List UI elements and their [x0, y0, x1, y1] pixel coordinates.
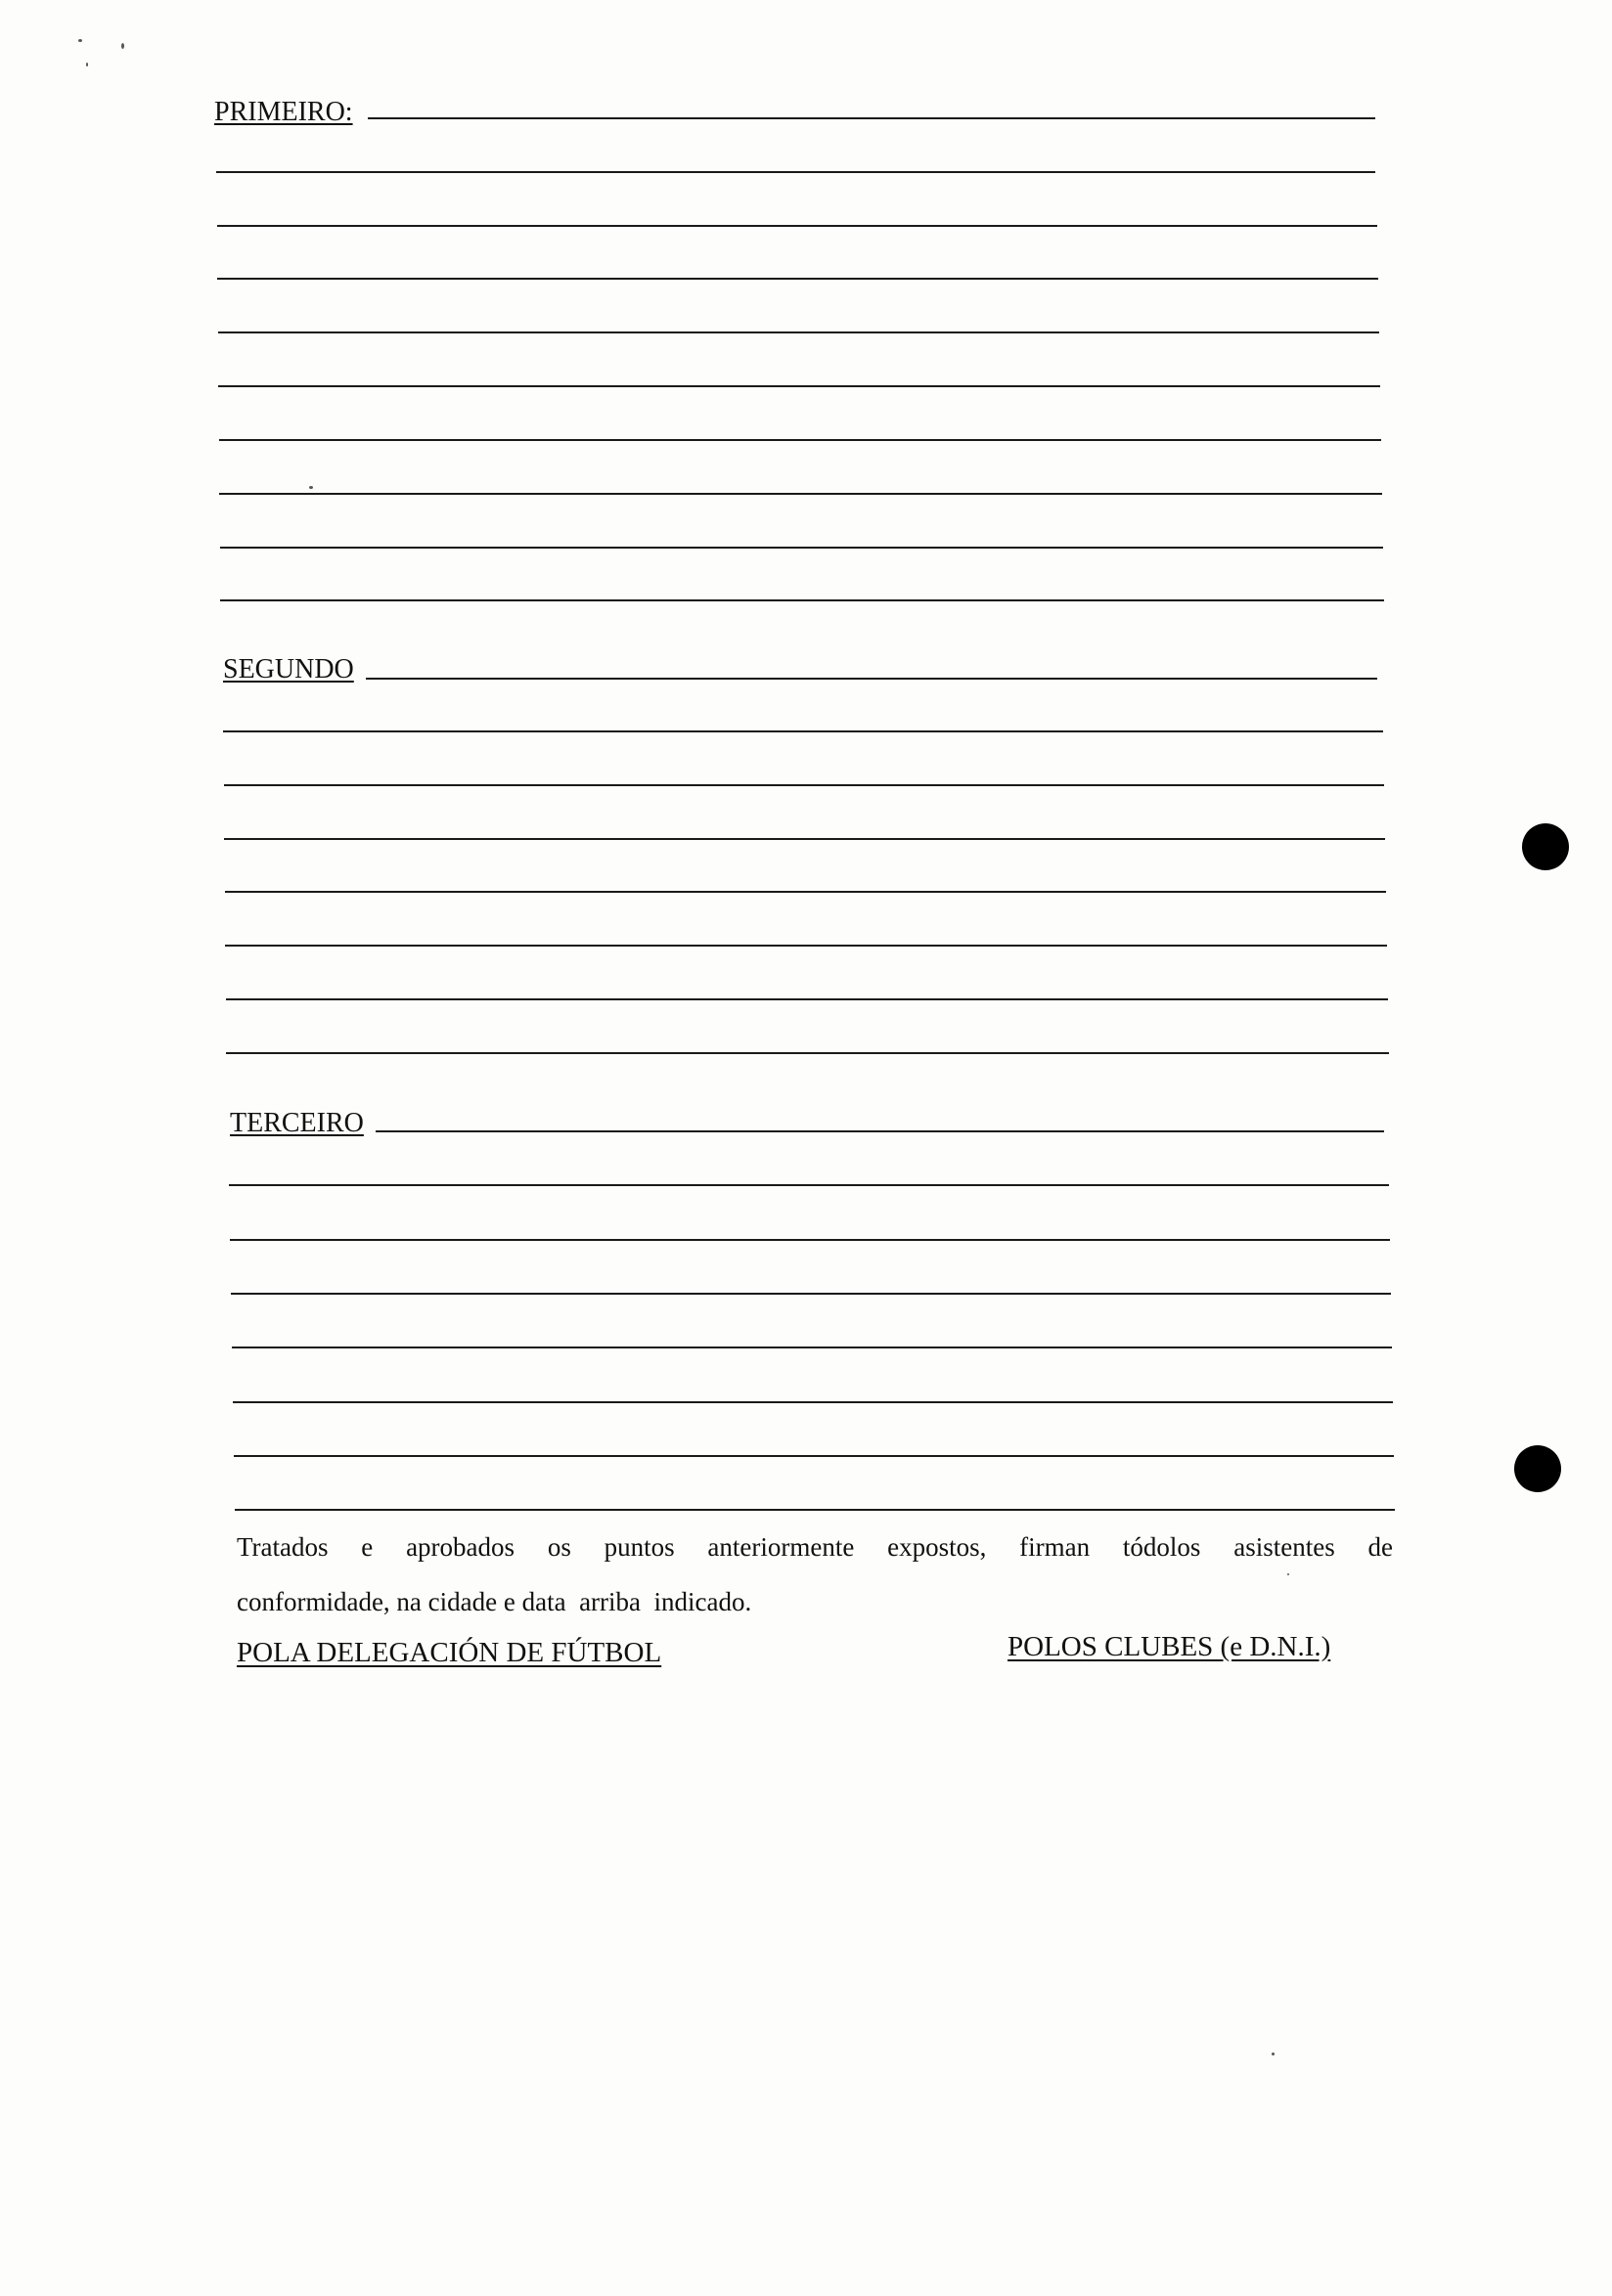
- closing-word: e: [361, 1532, 374, 1562]
- scan-speck: [78, 39, 82, 42]
- line-primeiro-1[interactable]: [216, 171, 1375, 173]
- closing-word: expostos,: [887, 1532, 987, 1562]
- scan-speck: [121, 43, 124, 49]
- line-segundo-3[interactable]: [224, 838, 1385, 840]
- section-label-primeiro: PRIMEIRO:: [214, 97, 353, 127]
- scan-speck: [1272, 2053, 1275, 2055]
- closing-word: puntos: [604, 1532, 675, 1562]
- line-primeiro-6[interactable]: [219, 439, 1381, 441]
- scan-speck: [86, 63, 88, 66]
- line-primeiro-3[interactable]: [217, 278, 1378, 280]
- line-terceiro-header[interactable]: [376, 1130, 1384, 1132]
- closing-word: Tratados: [237, 1532, 329, 1562]
- line-segundo-header[interactable]: [366, 678, 1377, 680]
- closing-line-1: [237, 1534, 1393, 1561]
- closing-word: firman: [1019, 1532, 1091, 1562]
- line-terceiro-1[interactable]: [229, 1184, 1389, 1186]
- scan-speck: [1287, 1573, 1289, 1575]
- closing-word: tódolos: [1122, 1532, 1201, 1562]
- section-label-segundo: SEGUNDO: [223, 654, 354, 684]
- line-terceiro-7[interactable]: [235, 1509, 1395, 1511]
- line-segundo-5[interactable]: [225, 945, 1387, 947]
- line-primeiro-2[interactable]: [217, 225, 1377, 227]
- signature-clubes: POLOS CLUBES (e D.N.I.): [1008, 1631, 1331, 1662]
- line-primeiro-4[interactable]: [218, 331, 1379, 333]
- line-primeiro-5[interactable]: [218, 385, 1380, 387]
- closing-word: os: [547, 1532, 571, 1562]
- line-primeiro-7[interactable]: [219, 493, 1382, 495]
- line-terceiro-2[interactable]: [230, 1239, 1390, 1241]
- line-primeiro-header[interactable]: [368, 117, 1375, 119]
- line-primeiro-8[interactable]: [220, 547, 1383, 549]
- line-terceiro-4[interactable]: [232, 1347, 1392, 1348]
- punch-hole: [1514, 1445, 1561, 1492]
- line-terceiro-3[interactable]: [231, 1293, 1391, 1295]
- closing-word: de: [1367, 1532, 1393, 1562]
- signature-delegacion: POLA DELEGACIÓN DE FÚTBOL: [237, 1637, 662, 1668]
- line-segundo-2[interactable]: [224, 784, 1384, 786]
- section-label-terceiro: TERCEIRO: [230, 1108, 364, 1138]
- closing-word: asistentes: [1233, 1532, 1335, 1562]
- line-segundo-7[interactable]: [226, 1052, 1389, 1054]
- line-terceiro-6[interactable]: [234, 1455, 1394, 1457]
- closing-word: anteriormente: [707, 1532, 855, 1562]
- line-terceiro-5[interactable]: [233, 1401, 1393, 1403]
- line-primeiro-9[interactable]: [220, 599, 1384, 601]
- line-segundo-6[interactable]: [226, 998, 1388, 1000]
- closing-word: aprobados: [406, 1532, 515, 1562]
- closing-line-2: conformidade, na cidade e data arriba indicado.: [237, 1587, 752, 1616]
- line-segundo-1[interactable]: [223, 730, 1383, 732]
- scan-speck: [309, 486, 313, 489]
- punch-hole: [1522, 823, 1569, 870]
- line-segundo-4[interactable]: [225, 891, 1386, 893]
